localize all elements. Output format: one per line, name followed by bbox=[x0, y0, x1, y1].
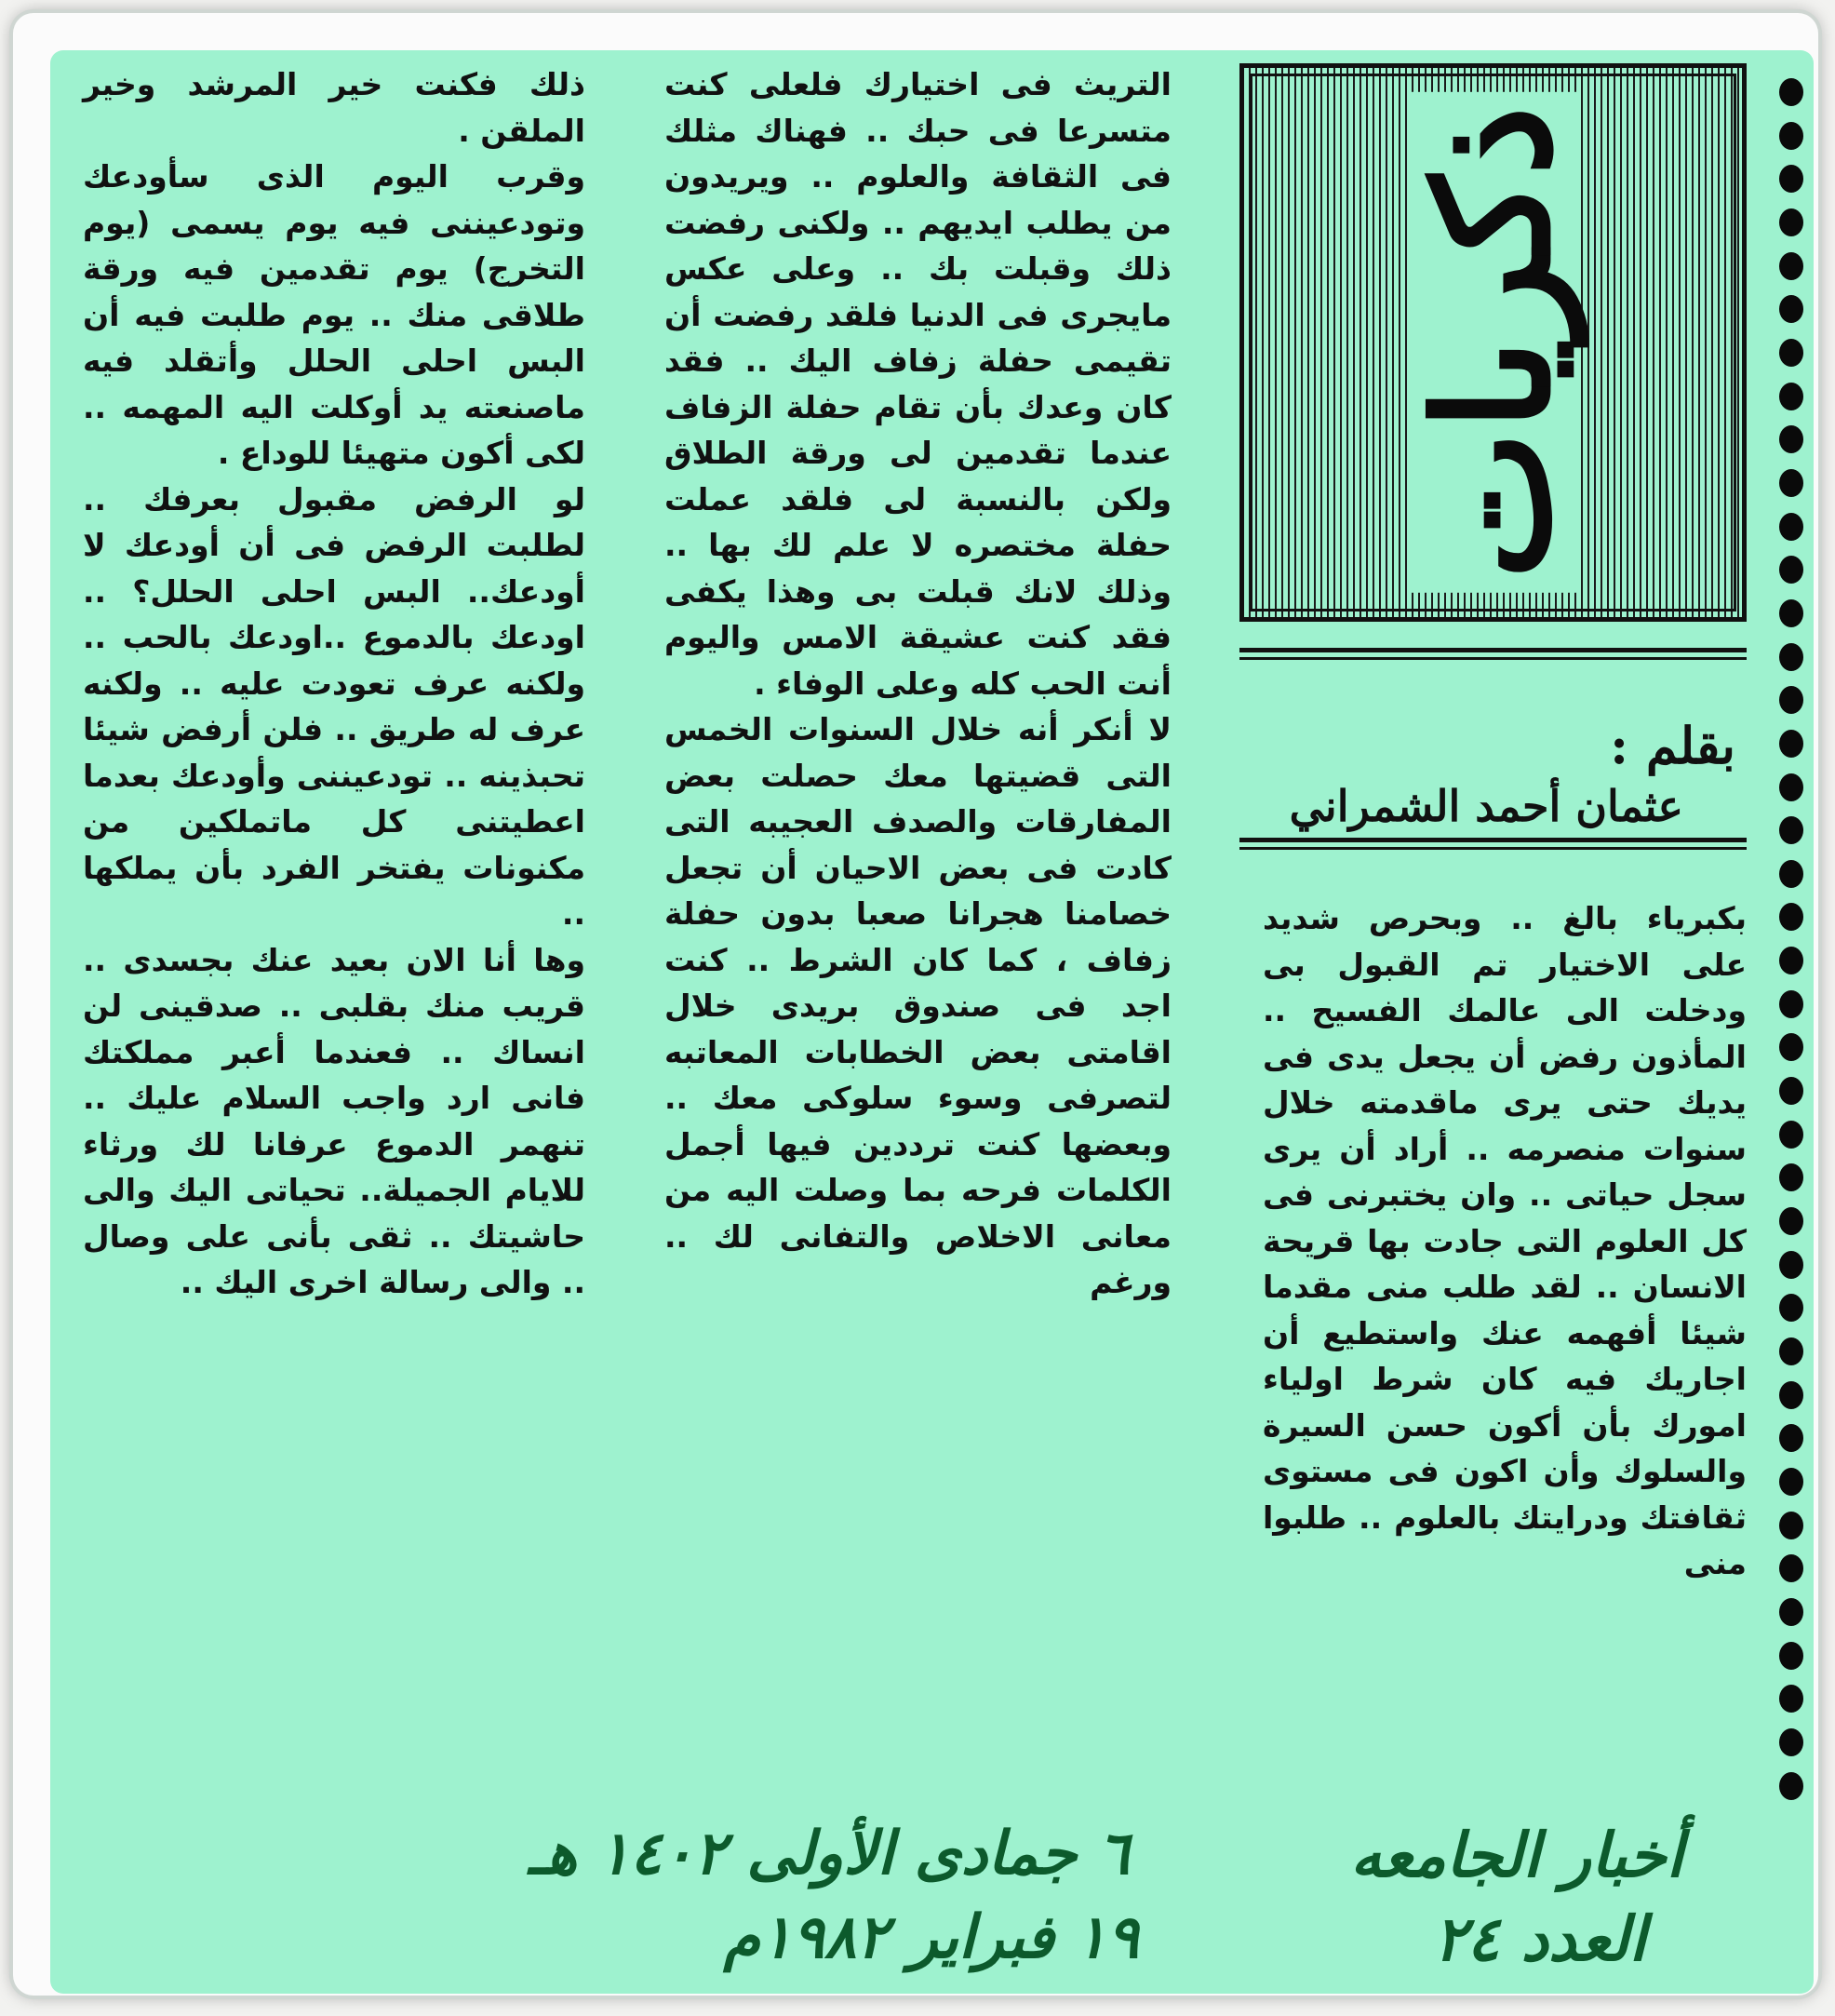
paragraph: بكبرياء بالغ .. وبحرص شديد على الاختيار تم القبول بى ودخلت الى عالمك الفسيح .. المأذون رفض أن يجعل يدى فى يديك حتى يرى ماقدمته خلال سنوات منصرمه .. أراد أن يرى سجل حياتى .. وان يختبرنى فى كل العلوم التى جادت بها قريحة الانسان .. لقد طلب منى مقدما شيئا أفهمه عنك واستطيع أن اجاريك فيه كان شرط اولياء امورك بأن أكون حسن السيرة والسلوك وأن اكون فى مستوى ثقافتك ودرايتك بالعلوم .. طلبوا منى bbox=[1263, 900, 1747, 1581]
photo-frame bbox=[13, 13, 1818, 1996]
divider-rule bbox=[1239, 657, 1747, 660]
byline-label: بقلم : bbox=[1610, 716, 1735, 775]
paragraph: وها أنا الان بعيد عنك بجسدى .. قريب منك بقلبى .. صدقينى لن انساك .. فعندما أعبر مملكتك فانى ارد واجب السلام عليك .. تنهمر الدموع عرفانا لك ورثاء للايام الجميلة.. تحياتى اليك والى حاشيتك .. ثقى بأنى على وصال .. والى رسالة اخرى اليك .. bbox=[83, 941, 585, 1300]
paragraph: لا أنكر أنه خلال السنوات الخمس التى قضيتها معك حصلت بعض المفارقات والصدف العجيبه التى كادت فى بعض الاحيان أن تجعل خصامنا هجرانا صعبا بدون حفلة زفاف ، كما كان الشرط .. كنت اجد فى صندوق بريدى خلال اقامتى بعض الخطابات المعاتبه لتصرفى وسوء سلوكى معك .. وبعضها كنت ترددين فيها أجمل الكلمات فرحه بما وصلت اليه من معانى الاخلاص والتفانى لك .. ورغم bbox=[664, 711, 1172, 1300]
divider-rule bbox=[1239, 648, 1747, 652]
handwritten-newspaper-name: أخبار الجامعه bbox=[1350, 1819, 1683, 1891]
author-name: عثمان أحمد الشمراني bbox=[1289, 781, 1683, 831]
section-title-box bbox=[1239, 63, 1747, 622]
paragraph: لو الرفض مقبول بعرفك .. لطلبت الرفض فى أن أودعك لا أودعك.. البس احلى الحلل؟ .. اودعك بالدموع ..اودعك بالحب .. ولكنه عرف تعودت عليه .. ولكنه عرف له طريق .. فلن أرفض شيئا تحبذينه .. تودعيننى وأودعك بعدما اعطيتنى كل ماتملكين من مكنونات يفتخر الفرد بأن يملكها .. bbox=[83, 480, 585, 932]
article-column-middle bbox=[664, 61, 1172, 1306]
perforation-holes bbox=[1775, 78, 1808, 1800]
article-column-right bbox=[1263, 895, 1747, 1587]
newspaper-clipping bbox=[50, 50, 1814, 1994]
article-column-left bbox=[83, 61, 585, 1306]
handwritten-hijri-date: ٦ جمادى الأولى ١٤٠٢ هـ bbox=[528, 1819, 1130, 1888]
divider-rule bbox=[1239, 847, 1747, 850]
divider-rule bbox=[1239, 838, 1747, 842]
paragraph: التريث فى اختيارك فلعلى كنت متسرعا فى حبك .. فهناك مثلك فى الثقافة والعلوم .. ويريدون من يطلب ايديهم .. ولكنى رفضت ذلك وقبلت بك .. وعلى عكس مايجرى فى الدنيا فلقد رفضت أن تقيمى حفلة زفاف اليك .. فقد كان وعدك بأن تقام حفلة الزفاف عندما تقدمين لى ورقة الطلاق ولكن بالنسبة لى فلقد عملت حفلة مختصره لا علم لك بها .. وذلك لانك قبلت بى وهذا يكفى فقد كنت عشيقة الامس واليوم أنت الحب كله وعلى الوفاء . bbox=[664, 66, 1172, 702]
handwritten-gregorian-date: ١٩ فبراير ١٩٨٢م bbox=[723, 1902, 1139, 1972]
paragraph: وقرب اليوم الذى سأودعك وتودعيننى فيه يوم يسمى (يوم التخرج) يوم تقدمين فيه ورقة طلاقى منك .. يوم طلبت فيه أن البس احلى الحلل وأتقلد فيه ماصنعته يد أوكلت اليه المهمه .. لكى أكون متهيئا للوداع . bbox=[83, 158, 585, 471]
handwritten-issue-number: العدد ٢٤ bbox=[1433, 1902, 1646, 1975]
paragraph: ذلك فكنت خير المرشد وخير الملقن . bbox=[83, 66, 585, 149]
section-title: ذكريات bbox=[1410, 92, 1576, 593]
